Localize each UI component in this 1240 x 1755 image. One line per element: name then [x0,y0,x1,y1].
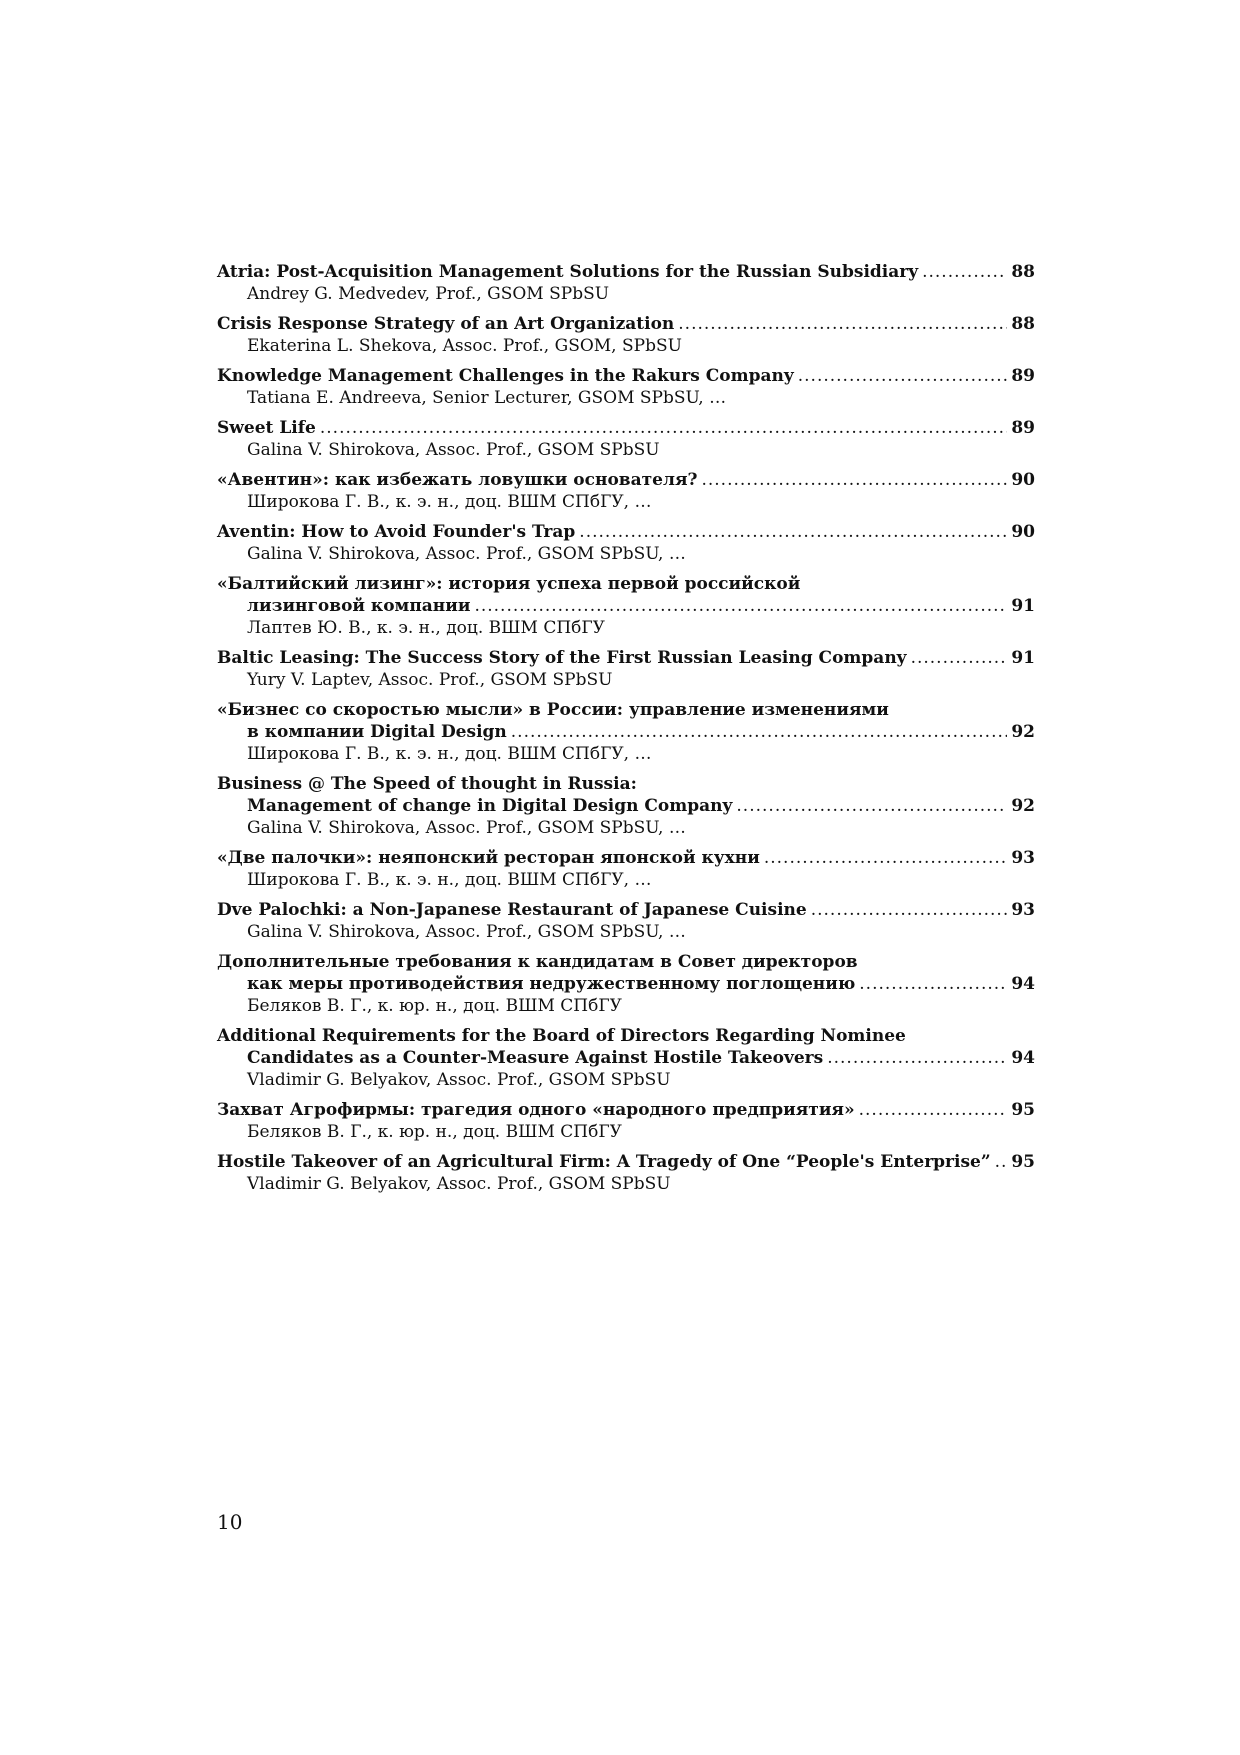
toc-title: Management of change in Digital Design Company [247,796,733,816]
toc-page-number: 95 [1011,1152,1035,1172]
toc-title-line [217,973,1035,995]
toc-entry [217,417,1035,461]
dot-leader [474,595,1007,617]
toc-title-line [217,521,1035,543]
toc-title-line [217,795,1035,817]
table-of-contents [217,261,1035,1203]
toc-title: Candidates as a Counter-Measure Against Hostile Takeovers [247,1048,824,1068]
toc-author-line: Широкова Г. В., к. э. н., доц. ВШМ СПбГУ, … [247,870,652,890]
toc-entry [217,573,1035,639]
toc-title: «Две палочки»: неяпонский ресторан японской кухни [217,848,760,868]
toc-page-number: 88 [1011,262,1035,282]
toc-author-line: Лаптев Ю. В., к. э. н., доц. ВШМ СПбГУ [247,618,605,638]
toc-title: «Авентин»: как избежать ловушки основателя? [217,470,698,490]
toc-title: Sweet Life [217,418,316,438]
toc-page-number: 94 [1011,1048,1035,1068]
toc-author-line: Беляков В. Г., к. юр. н., доц. ВШМ СПбГУ [247,996,622,1016]
toc-author-line: Galina V. Shirokova, Assoc. Prof., GSOM SPbSU, … [247,544,686,564]
toc-page-number: 91 [1011,596,1035,616]
toc-author-line: Galina V. Shirokova, Assoc. Prof., GSOM SPbSU, … [247,818,686,838]
dot-leader [320,417,1007,439]
toc-title-line [217,261,1035,283]
toc-title: Baltic Leasing: The Success Story of the First Russian Leasing Company [217,648,907,668]
toc-page-number: 90 [1011,470,1035,490]
toc-title: Atria: Post-Acquisition Management Solutions for the Russian Subsidiary [217,262,919,282]
toc-title-line [217,647,1035,669]
dot-leader [579,521,1007,543]
toc-author-line: Vladimir G. Belyakov, Assoc. Prof., GSOM SPbSU [247,1174,671,1194]
dot-leader [811,899,1008,921]
dot-leader [764,847,1007,869]
toc-entry [217,313,1035,357]
toc-author-line: Беляков В. Г., к. юр. н., доц. ВШМ СПбГУ [247,1122,622,1142]
toc-entry [217,951,1035,1017]
toc-title-line [217,899,1035,921]
toc-entry [217,773,1035,839]
toc-title-line [217,1099,1035,1121]
toc-page-number: 93 [1011,848,1035,868]
toc-author-line: Vladimir G. Belyakov, Assoc. Prof., GSOM SPbSU [247,1070,671,1090]
toc-title: «Бизнес со скоростью мысли» в России: управление изменениями [217,700,889,720]
toc-page-number: 90 [1011,522,1035,542]
dot-leader [922,261,1007,283]
toc-entry [217,847,1035,891]
toc-author-line: Широкова Г. В., к. э. н., доц. ВШМ СПбГУ, … [247,492,652,512]
dot-leader [678,313,1007,335]
toc-author-line: Galina V. Shirokova, Assoc. Prof., GSOM SPbSU [247,440,660,460]
toc-title: как меры противодействия недружественному поглощению [247,974,856,994]
toc-title-line [217,469,1035,491]
toc-entry [217,365,1035,409]
toc-title: Захват Агрофирмы: трагедия одного «народного предприятия» [217,1100,855,1120]
toc-entry [217,647,1035,691]
toc-entry [217,469,1035,513]
toc-author-line: Ekaterina L. Shekova, Assoc. Prof., GSOM, SPbSU [247,336,682,356]
toc-title-line [217,313,1035,335]
toc-title: Knowledge Management Challenges in the Rakurs Company [217,366,794,386]
toc-page-number: 89 [1011,366,1035,386]
toc-entry [217,1151,1035,1195]
toc-page-number: 88 [1011,314,1035,334]
toc-title: в компании Digital Design [247,722,507,742]
toc-title-line [217,365,1035,387]
toc-page-number: 89 [1011,418,1035,438]
toc-author-line: Yury V. Laptev, Assoc. Prof., GSOM SPbSU [247,670,613,690]
dot-leader [736,795,1007,817]
toc-author-line: Galina V. Shirokova, Assoc. Prof., GSOM SPbSU, … [247,922,686,942]
toc-page-number: 92 [1011,796,1035,816]
toc-title-line [217,1151,1035,1173]
toc-title: Дополнительные требования к кандидатам в Совет директоров [217,952,858,972]
toc-author-line: Широкова Г. В., к. э. н., доц. ВШМ СПбГУ, … [247,744,652,764]
toc-entry [217,899,1035,943]
toc-title: лизинговой компании [247,596,471,616]
toc-title-line [217,417,1035,439]
dot-leader [995,1151,1008,1173]
toc-entry [217,1025,1035,1091]
toc-title: Business @ The Speed of thought in Russia: [217,774,637,794]
toc-page-number: 95 [1011,1100,1035,1120]
toc-page-number: 92 [1011,722,1035,742]
toc-title-line [217,595,1035,617]
toc-title: Crisis Response Strategy of an Art Organization [217,314,675,334]
toc-entry [217,1099,1035,1143]
dot-leader [911,647,1008,669]
page-number: 10 [217,1510,243,1534]
toc-title-line [217,721,1035,743]
toc-title: «Балтийский лизинг»: история успеха первой российской [217,574,801,594]
toc-page-number: 94 [1011,974,1035,994]
toc-entry [217,261,1035,305]
toc-entry [217,521,1035,565]
dot-leader [859,1099,1008,1121]
toc-title: Aventin: How to Avoid Founder's Trap [217,522,576,542]
toc-author-line: Andrey G. Medvedev, Prof., GSOM SPbSU [247,284,610,304]
dot-leader [798,365,1008,387]
toc-title-line [217,1047,1035,1069]
toc-title-line [217,847,1035,869]
toc-title: Dve Palochki: a Non-Japanese Restaurant of Japanese Cuisine [217,900,807,920]
dot-leader [701,469,1007,491]
dot-leader [511,721,1008,743]
toc-title: Additional Requirements for the Board of Directors Regarding Nominee [217,1026,906,1046]
toc-page-number: 91 [1011,648,1035,668]
toc-title: Hostile Takeover of an Agricultural Firm: A Tragedy of One “People's Enterprise” [217,1152,991,1172]
toc-page-number: 93 [1011,900,1035,920]
dot-leader [827,1047,1007,1069]
toc-author-line: Tatiana E. Andreeva, Senior Lecturer, GSOM SPbSU, … [247,388,727,408]
toc-entry [217,699,1035,765]
dot-leader [859,973,1007,995]
